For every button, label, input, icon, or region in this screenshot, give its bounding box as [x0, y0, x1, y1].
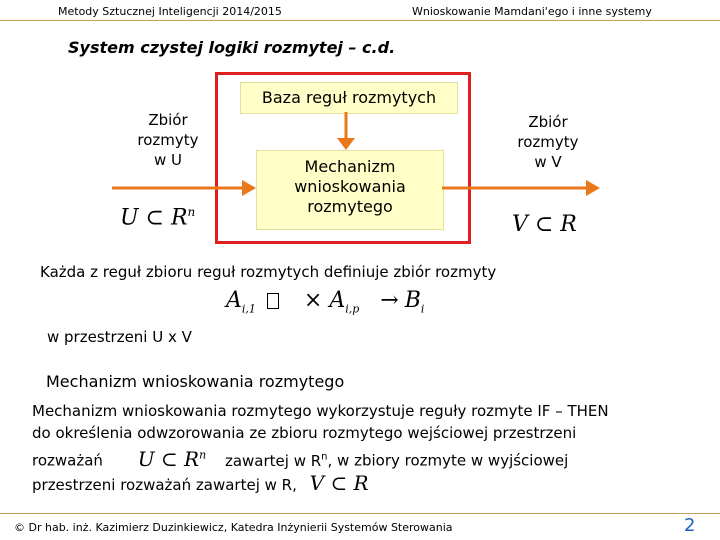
input-set-label — [118, 110, 218, 170]
input-set-line-2: rozmyty — [137, 131, 199, 149]
footer-credit: © Dr hab. inż. Kazimierz Duzinkiewicz, Katedra Inżynierii Systemów Sterowania — [14, 521, 453, 534]
space-sentence: w przestrzeni U x V — [47, 328, 192, 346]
output-set-line-1: Zbiór — [528, 113, 568, 131]
rule-base-label: Baza reguł rozmytych — [261, 88, 437, 107]
rule-formula: $A_{i,1} \times A_{i,p} \to B_i$ — [226, 288, 425, 316]
output-set-line-2: rozmyty — [517, 133, 579, 151]
arrow-down — [337, 112, 355, 150]
output-set-label — [498, 112, 598, 172]
inference-line-3: rozmytego — [307, 197, 393, 216]
arrow-output — [442, 180, 600, 196]
slide-title: System czystej logiki rozmytej – c.d. — [68, 38, 396, 57]
output-space-formula: V ⊂ R — [512, 212, 577, 237]
rule-sentence: Każda z reguł zbioru reguł rozmytych definiuje zbiór rozmyty — [40, 263, 497, 281]
header-course: Metody Sztucznej Inteligencji 2014/2015 — [58, 5, 282, 18]
inference-line-2: wnioskowania — [294, 177, 406, 196]
header-topic: Wnioskowanie Mamdani'ego i inne systemy — [412, 5, 652, 18]
input-space-formula: U ⊂ $R^n$ — [120, 205, 196, 231]
footer-rule — [0, 513, 720, 514]
paragraph-line-4: przestrzeni rozważań zawartej w R, V ⊂ R — [32, 470, 369, 495]
inference-line-1: Mechanizm — [304, 157, 396, 176]
input-set-line-3: w U — [153, 151, 182, 169]
page-number: 2 — [684, 515, 696, 536]
arrow-input — [112, 180, 256, 196]
paragraph-line-3: rozważań U ⊂ $R^n$ zawartej w $R^n$, w zbiory rozmyte w wyjściowej — [32, 446, 569, 471]
paragraph-line-1: Mechanizm wnioskowania rozmytego wykorzystuje reguły rozmyte IF – THEN — [32, 402, 609, 420]
output-set-line-3: w V — [534, 153, 562, 171]
description-paragraph — [32, 400, 609, 496]
placeholder-box-glyph — [267, 293, 279, 309]
implies-arrow: → — [380, 288, 399, 313]
paragraph-output-formula: V ⊂ R — [309, 470, 369, 495]
paragraph-input-formula: U ⊂ $R^n$ — [137, 446, 207, 471]
input-set-line-1: Zbiór — [148, 111, 188, 129]
section-title: Mechanizm wnioskowania rozmytego — [46, 372, 345, 391]
paragraph-line-2: do określenia odwzorowania ze zbioru rozmytego wejściowej przestrzeni — [32, 424, 577, 442]
